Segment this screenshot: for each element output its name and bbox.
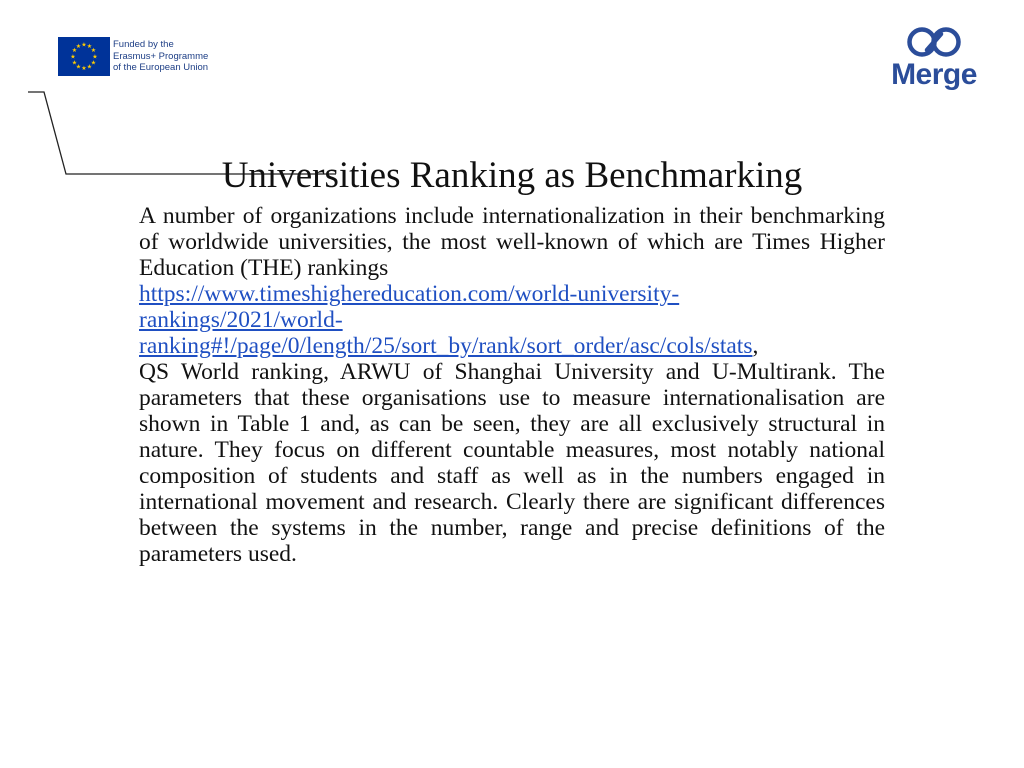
- merge-logo: [882, 26, 986, 92]
- svg-text:★: ★: [70, 53, 76, 61]
- svg-text:★: ★: [90, 47, 97, 54]
- svg-text:★: ★: [81, 65, 87, 72]
- svg-text:★: ★: [92, 53, 98, 61]
- svg-text:★: ★: [75, 43, 82, 50]
- link-part-3[interactable]: ranking#!/page/0/length/25/sort_by/rank/sort_order/asc/cols/stats: [139, 333, 753, 359]
- rankings-link[interactable]: [139, 281, 885, 359]
- body-intro: [139, 203, 885, 359]
- eu-text-line-2: Erasmus+ Programme: [113, 50, 209, 62]
- intro-text: A number of organizations include internationalization in their benchmarking of worldwide universities, the most well-known of which are Times Higher Education (THE) rankings: [139, 203, 885, 281]
- svg-text:★: ★: [86, 63, 93, 71]
- link-part-2[interactable]: rankings/2021/world-: [139, 307, 343, 333]
- body-rest: QS World ranking, ARWU of Shanghai University and U-Multirank. The parameters that these organisations use to measure internationalisation are shown in Table 1 and, as can be seen, they are all exclusively structural in nature. They focus on different countable measures, most notably national composition of students and staff as well as in the numbers engaged in international movement and research. Clearly there are significant differences between the systems in the number, range and precise definitions of the parameters used.: [139, 359, 885, 567]
- svg-text:★: ★: [86, 43, 93, 50]
- slide-title: Universities Ranking as Benchmarking: [221, 154, 803, 196]
- svg-text:★: ★: [75, 63, 82, 71]
- infinity-icon: [905, 26, 963, 58]
- link-part-1[interactable]: https://www.timeshighereducation.com/world-university-: [139, 281, 680, 307]
- svg-text:★: ★: [71, 59, 78, 67]
- svg-text:★: ★: [71, 47, 78, 54]
- link-suffix: ,: [752, 333, 759, 359]
- svg-text:★: ★: [81, 41, 87, 49]
- svg-text:★: ★: [90, 59, 97, 67]
- merge-logo-text: Merge: [891, 58, 977, 91]
- body-paragraph: [139, 203, 885, 567]
- eu-text-line-1: Funded by the: [113, 39, 174, 51]
- eu-text-line-3: of the European Union: [113, 62, 209, 74]
